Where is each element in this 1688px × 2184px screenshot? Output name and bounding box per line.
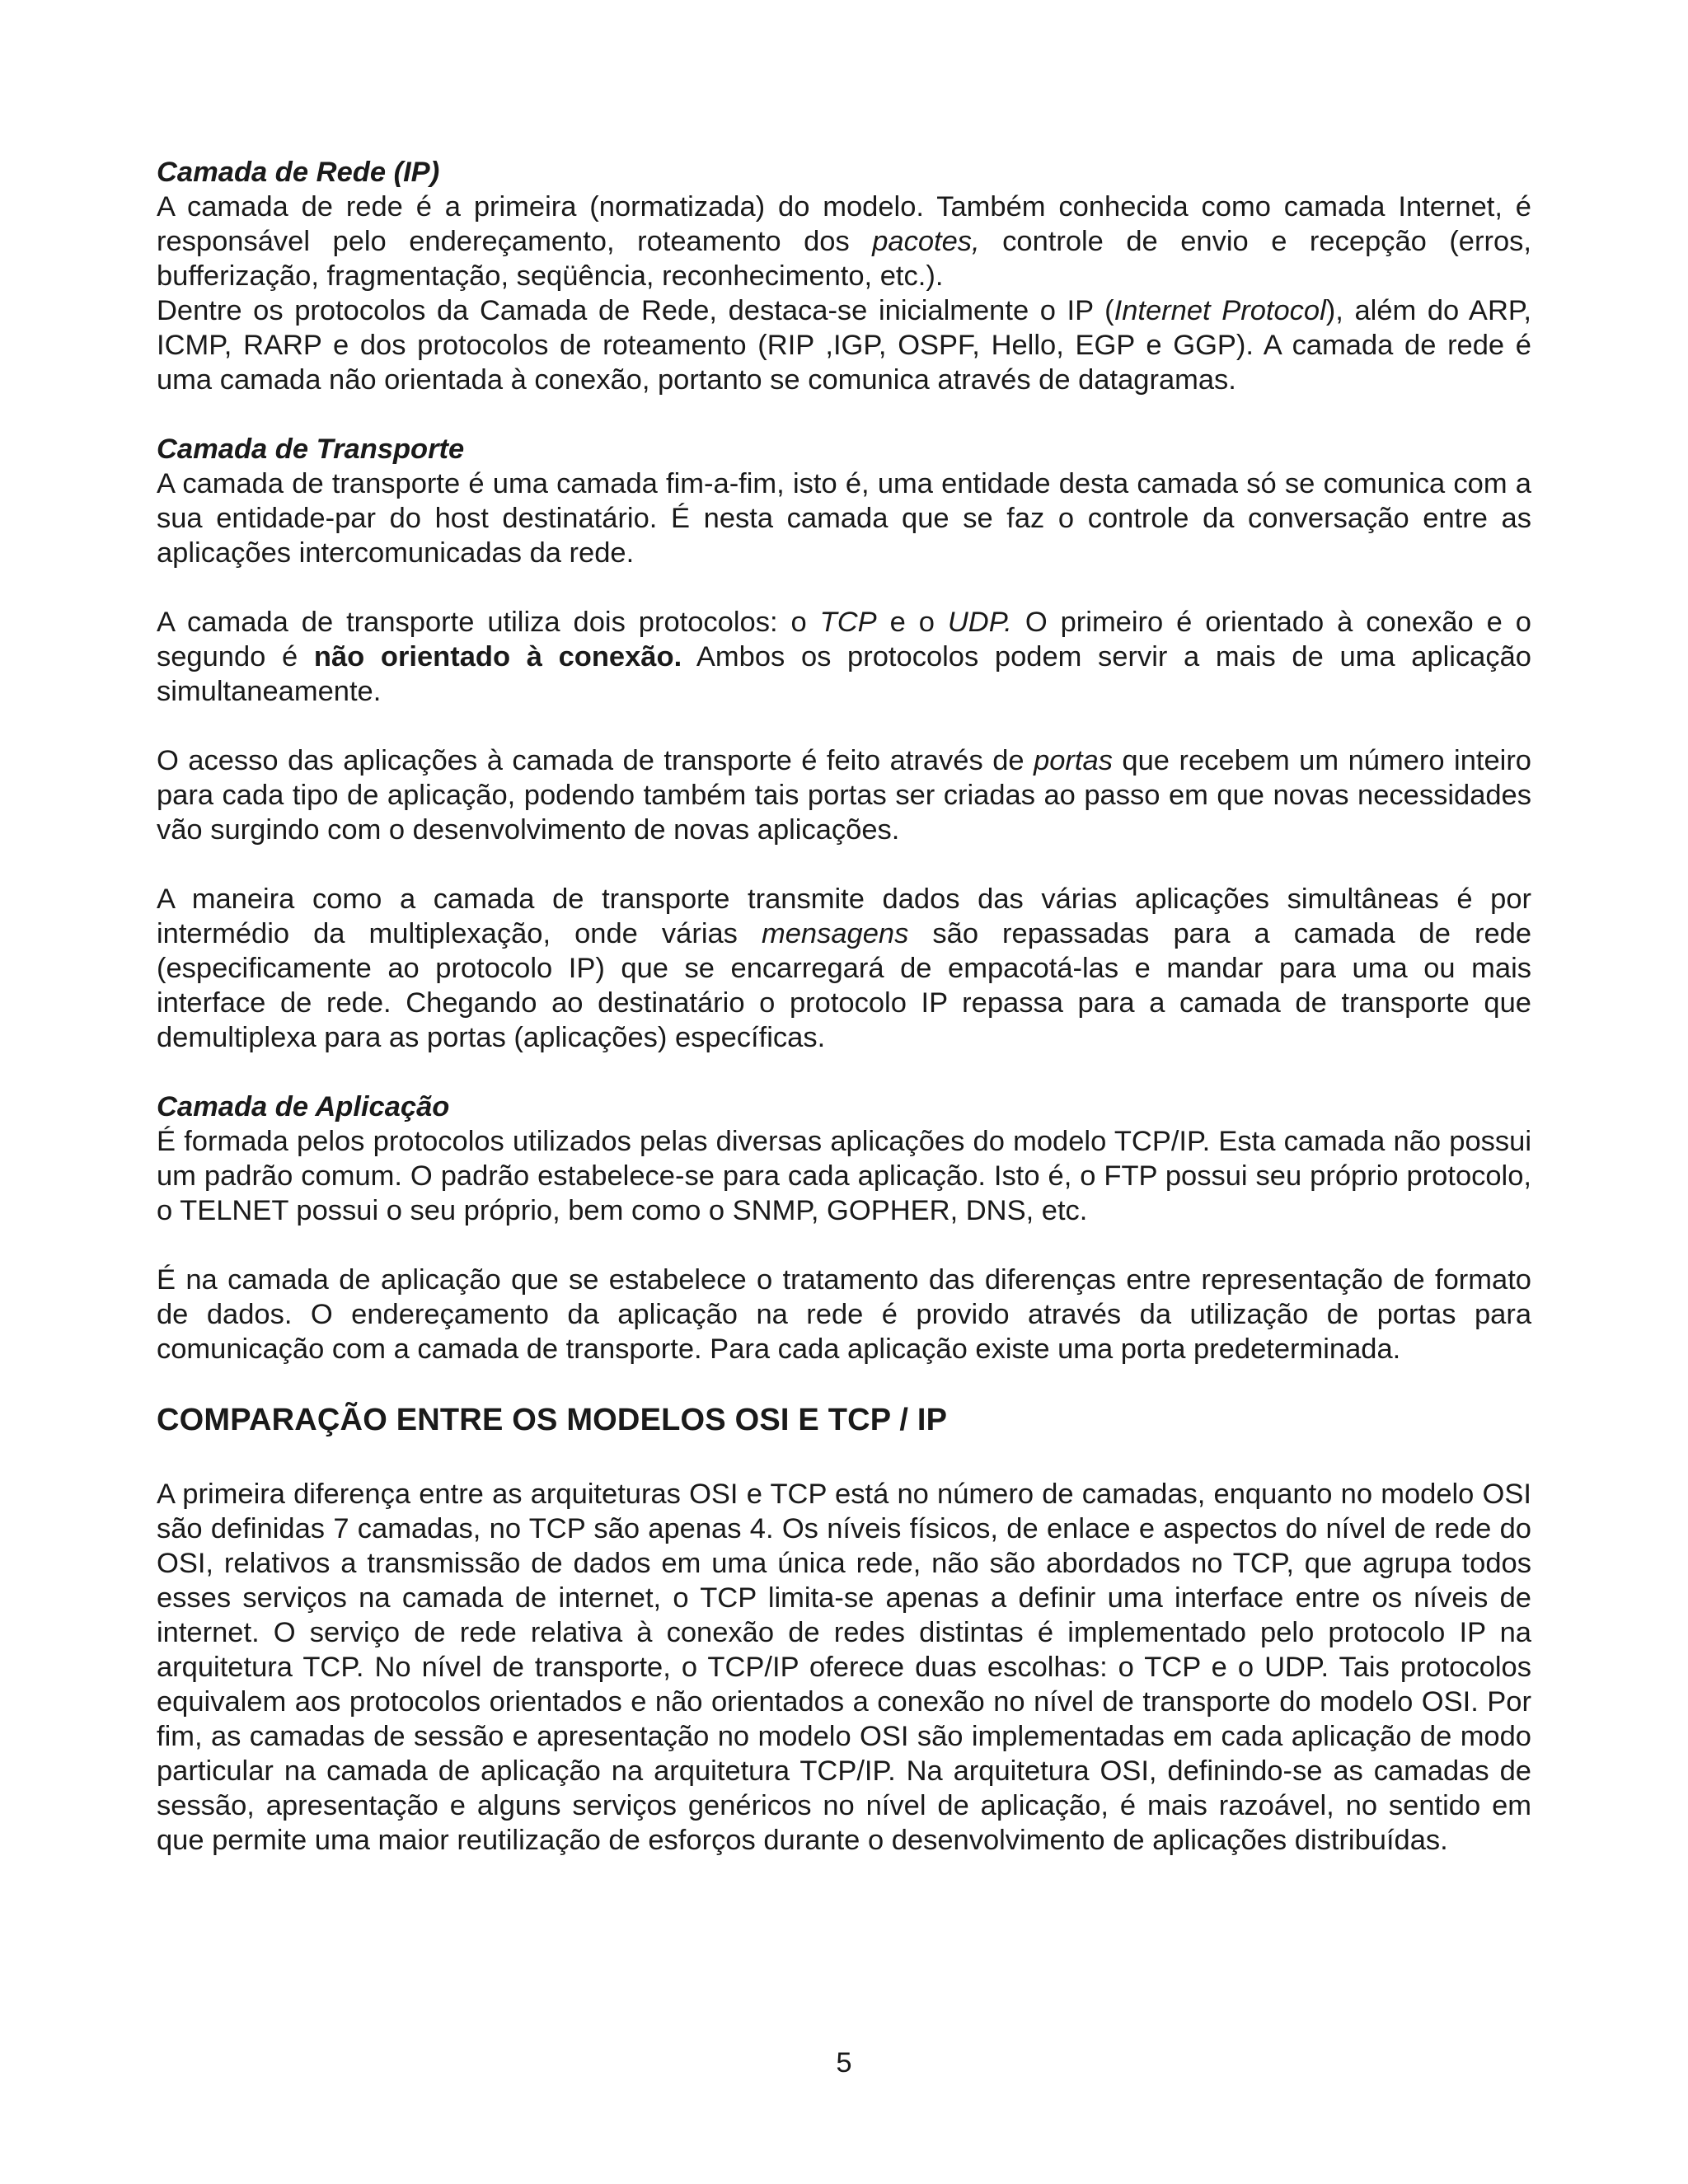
text-run: Dentre os protocolos da Camada de Rede, destaca-se inicialmente o IP ( xyxy=(157,295,1114,326)
section-title-camada-de-aplicacao: Camada de Aplicação xyxy=(157,1091,450,1122)
paragraph-rede-1 xyxy=(157,190,1531,293)
spacer xyxy=(157,1055,1531,1090)
paragraph-transporte-3 xyxy=(157,743,1531,847)
text-run: O acesso das aplicações à camada de transporte é feito através de xyxy=(157,745,1034,776)
spacer xyxy=(157,1228,1531,1263)
section-title-camada-de-rede: Camada de Rede (IP) xyxy=(157,157,440,188)
section-title-camada-de-transporte: Camada de Transporte xyxy=(157,434,465,465)
italic-run: portas xyxy=(1034,745,1113,776)
chapter-title-comparacao: COMPARAÇÃO ENTRE OS MODELOS OSI E TCP / IP xyxy=(157,1403,948,1437)
italic-run: mensagens xyxy=(761,918,909,949)
spacer xyxy=(157,847,1531,882)
document-page xyxy=(157,155,1531,1858)
paragraph-comparacao-1: A primeira diferença entre as arquiteturas OSI e TCP está no número de camadas, enquanto no modelo OSI são definidas 7 camadas, no TCP são apenas 4. Os níveis físicos, de enlace e aspectos do nível de rede do OSI, relativos a transmissão de dados em uma única rede, não são abordados no TCP, que agrupa todos esses serviços na camada de internet, o TCP limita-se apenas a definir uma interface entre os níveis de internet. O serviço de rede relativa à conexão de redes distintas é implementado pelo protocolo IP na arquitetura TCP. No nível de transporte, o TCP/IP oferece duas escolhas: o TCP e o UDP. Tais protocolos equivalem aos protocolos orientados e não orientados a conexão no nível de transporte do modelo OSI. Por fim, as camadas de sessão e apresentação no modelo OSI são implementadas em cada aplicação de modo particular na camada de aplicação na arquitetura TCP/IP. Na arquitetura OSI, definindo-se as camadas de sessão, apresentação e alguns serviços genéricos no nível de aplicação, é mais razoável, no sentido em que permite uma maior reutilização de esforços durante o desenvolvimento de aplicações distribuídas. xyxy=(157,1479,1531,1856)
text-run: ), além do ARP, ICMP, RARP e dos protocolos de roteamento (RIP ,IGP, OSPF, Hello, EGP e GGP). A camada de rede é uma camada não orientada à conexão, portanto se comunica através de datagramas. xyxy=(157,295,1532,396)
spacer xyxy=(157,1366,1531,1391)
text-run: A maneira como a camada de transporte transmite dados das várias aplicações simultâneas é por intermédio da multiplexação, onde várias xyxy=(157,883,1531,949)
text-run: A camada de transporte utiliza dois protocolos: o xyxy=(157,607,820,638)
text-run: são repassadas para a camada de rede (especificamente ao protocolo IP) que se encarregará de empacotá-las e mandar para uma ou mais interface de rede. Chegando ao destinatário o protocolo IP repassa para a camada de transporte que demultiplexa para as portas (aplicações) específicas. xyxy=(157,918,1532,1053)
text-run: A camada de rede é a primeira (normatizada) do modelo. Também conhecida como camada Internet, é responsável pelo endereçamento, roteamento dos xyxy=(157,191,1531,257)
text-run: Ambos os protocolos podem servir a mais de uma aplicação simultaneamente. xyxy=(157,641,1531,707)
page-number: 5 xyxy=(836,2047,852,2079)
text-run: controle de envio e recepção (erros, bufferização, fragmentação, seqüência, reconhecimento, etc.). xyxy=(157,226,1531,292)
paragraph-transporte-4 xyxy=(157,882,1531,1055)
spacer xyxy=(157,709,1531,743)
text-run: O primeiro é orientado à conexão e o segundo é xyxy=(157,607,1531,673)
italic-run: Internet Protocol xyxy=(1114,295,1326,326)
text-run: e o xyxy=(876,607,948,638)
text-run: que recebem um número inteiro para cada tipo de aplicação, podendo também tais portas ser criadas ao passo em que novas necessidades vão surgindo com o desenvolvimento de novas aplicações. xyxy=(157,745,1531,846)
spacer xyxy=(157,570,1531,605)
italic-run: TCP xyxy=(819,607,877,638)
paragraph-transporte-2 xyxy=(157,605,1531,709)
bold-run: não orientado à conexão. xyxy=(313,641,682,673)
italic-run: pacotes, xyxy=(872,226,980,257)
paragraph-aplicacao-2: É na camada de aplicação que se estabelece o tratamento das diferenças entre representação de formato de dados. O endereçamento da aplicação na rede é provido através da utilização de portas para comunicação com a camada de transporte. Para cada aplicação existe uma porta predeterminada. xyxy=(157,1264,1531,1365)
paragraph-transporte-1: A camada de transporte é uma camada fim-a-fim, isto é, uma entidade desta camada só se comunica com a sua entidade-par do host destinatário. É nesta camada que se faz o controle da conversação entre as aplicações intercomunicadas da rede. xyxy=(157,468,1531,569)
paragraph-rede-2 xyxy=(157,293,1531,397)
paragraph-aplicacao-1: É formada pelos protocolos utilizados pelas diversas aplicações do modelo TCP/IP. Esta camada não possui um padrão comum. O padrão estabelece-se para cada aplicação. Isto é, o FTP possui seu próprio protocolo, o TELNET possui o seu próprio, bem como o SNMP, GOPHER, DNS, etc. xyxy=(157,1126,1531,1226)
italic-run: UDP. xyxy=(947,607,1012,638)
spacer xyxy=(157,397,1531,432)
